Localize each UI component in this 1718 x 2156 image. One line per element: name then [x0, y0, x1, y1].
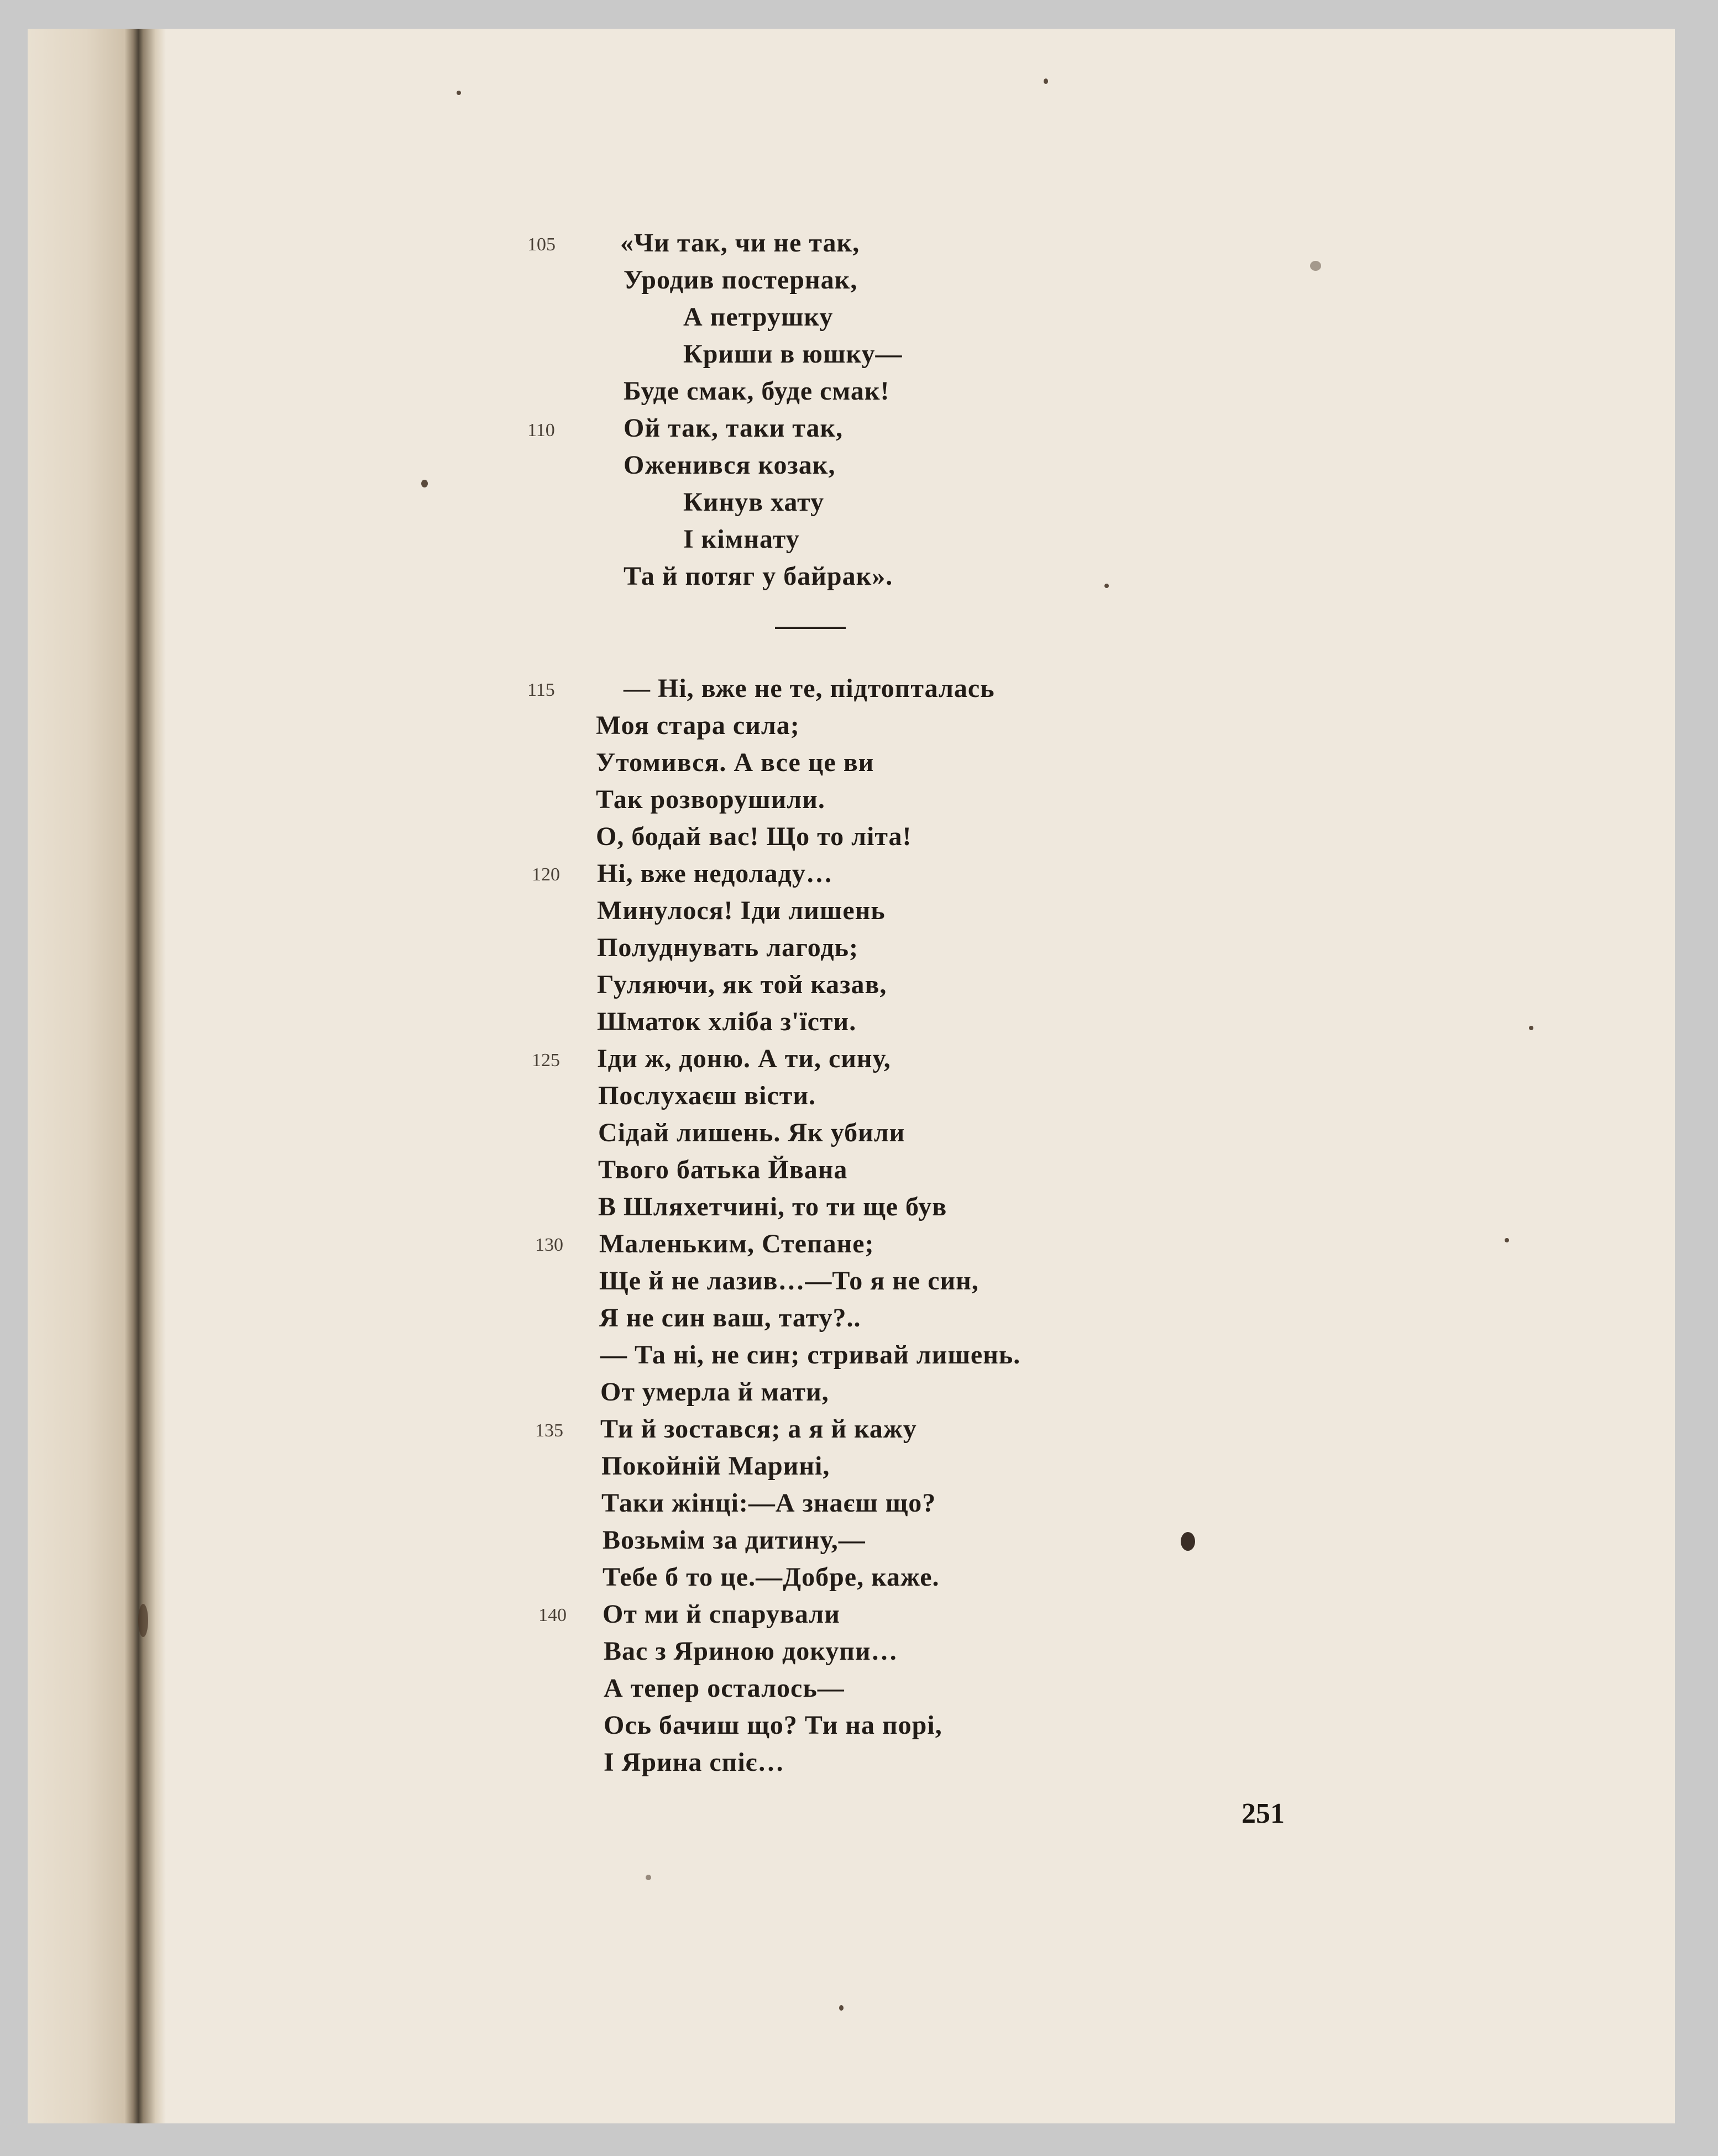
verse-line: От умерла й мати,	[600, 1377, 829, 1407]
line-number-105: 105	[527, 234, 556, 255]
verse-line: Та й потяг у байрак».	[624, 562, 893, 591]
line-number-140: 140	[538, 1605, 567, 1625]
verse-line: Ось бачиш що? Ти на порі,	[604, 1711, 942, 1740]
verse-line: Ой так, таки так,	[624, 413, 844, 443]
verse-line: І кімнату	[683, 524, 800, 554]
paper-speck	[839, 2005, 844, 2011]
verse-line: Сідай лишень. Як убили	[598, 1118, 905, 1147]
verse-line: Вас з Яриною докупи…	[604, 1636, 898, 1666]
verse-line: Полуднувать лагодь;	[597, 933, 858, 962]
verse-line: Возьмім за дитину,—	[603, 1525, 866, 1555]
verse-line: Утомився. А все це ви	[596, 748, 874, 777]
paper-speck	[1181, 1532, 1195, 1551]
paper-speck	[1505, 1238, 1509, 1242]
verse-line: Покойній Марині,	[601, 1451, 830, 1481]
verse-line: Тебе б то це.—Добре, каже.	[603, 1562, 940, 1592]
paper-speck	[1529, 1026, 1533, 1030]
verse-line: Минулося! Іди лишень	[597, 896, 886, 925]
verse-line: Моя стара сила;	[596, 711, 800, 740]
book-page	[28, 29, 1675, 2123]
section-divider	[775, 627, 846, 629]
verse-line: Криши в юшку—	[683, 339, 903, 369]
paper-speck	[138, 1604, 148, 1637]
verse-line: Таки жінці:—А знаєш що?	[601, 1488, 936, 1518]
verse-line: І Ярина спіє…	[604, 1748, 785, 1777]
verse-line: Послухаєш вісти.	[598, 1081, 816, 1110]
paper-speck	[1044, 78, 1048, 84]
verse-line: От ми й спарували	[603, 1599, 840, 1629]
line-number-120: 120	[532, 864, 560, 885]
line-number-135: 135	[535, 1420, 563, 1441]
paper-speck	[457, 91, 461, 95]
verse-line: Твого батька Йвана	[598, 1155, 848, 1184]
verse-line: — Та ні, не син; стривай лишень.	[600, 1340, 1021, 1370]
verse-line: Уродив постернак,	[624, 265, 858, 295]
verse-line: Ти й зостався; а я й кажу	[600, 1414, 917, 1444]
line-number-110: 110	[527, 420, 555, 440]
book-gutter	[125, 29, 166, 2123]
verse-line: Кинув хату	[683, 487, 825, 517]
verse-line: А тепер осталось—	[604, 1674, 845, 1703]
verse-line: А петрушку	[683, 302, 834, 332]
verse-line: Оженився козак,	[624, 450, 836, 480]
line-number-130: 130	[535, 1235, 563, 1255]
page-number: 251	[1242, 1798, 1285, 1829]
verse-line: Маленьким, Степане;	[599, 1229, 874, 1258]
verse-line: Ні, вже недоладу…	[597, 859, 833, 888]
verse-line: — Ні, вже не те, підтопталась	[624, 674, 995, 703]
verse-line: Я не син ваш, тату?..	[599, 1303, 861, 1333]
verse-line: Ще й не лазив…—То я не син,	[599, 1266, 979, 1295]
paper-speck	[421, 480, 428, 487]
verse-line: Буде смак, буде смак!	[624, 376, 890, 406]
line-number-115: 115	[527, 680, 555, 700]
facing-page-edge	[28, 29, 125, 2123]
verse-line: «Чи так, чи не так,	[620, 228, 860, 258]
line-number-125: 125	[532, 1050, 560, 1071]
verse-line: В Шляхетчині, то ти ще був	[598, 1192, 947, 1221]
verse-line: Шматок хліба з'їсти.	[597, 1007, 857, 1036]
verse-line: О, бодай вас! Що то літа!	[596, 822, 912, 851]
verse-line: Іди ж, доню. А ти, сину,	[597, 1044, 891, 1073]
paper-speck	[1104, 584, 1109, 588]
verse-line: Так розворушили.	[596, 785, 825, 814]
paper-speck	[646, 1875, 651, 1880]
verse-line: Гуляючи, як той казав,	[597, 970, 887, 999]
paper-speck	[1310, 261, 1321, 271]
